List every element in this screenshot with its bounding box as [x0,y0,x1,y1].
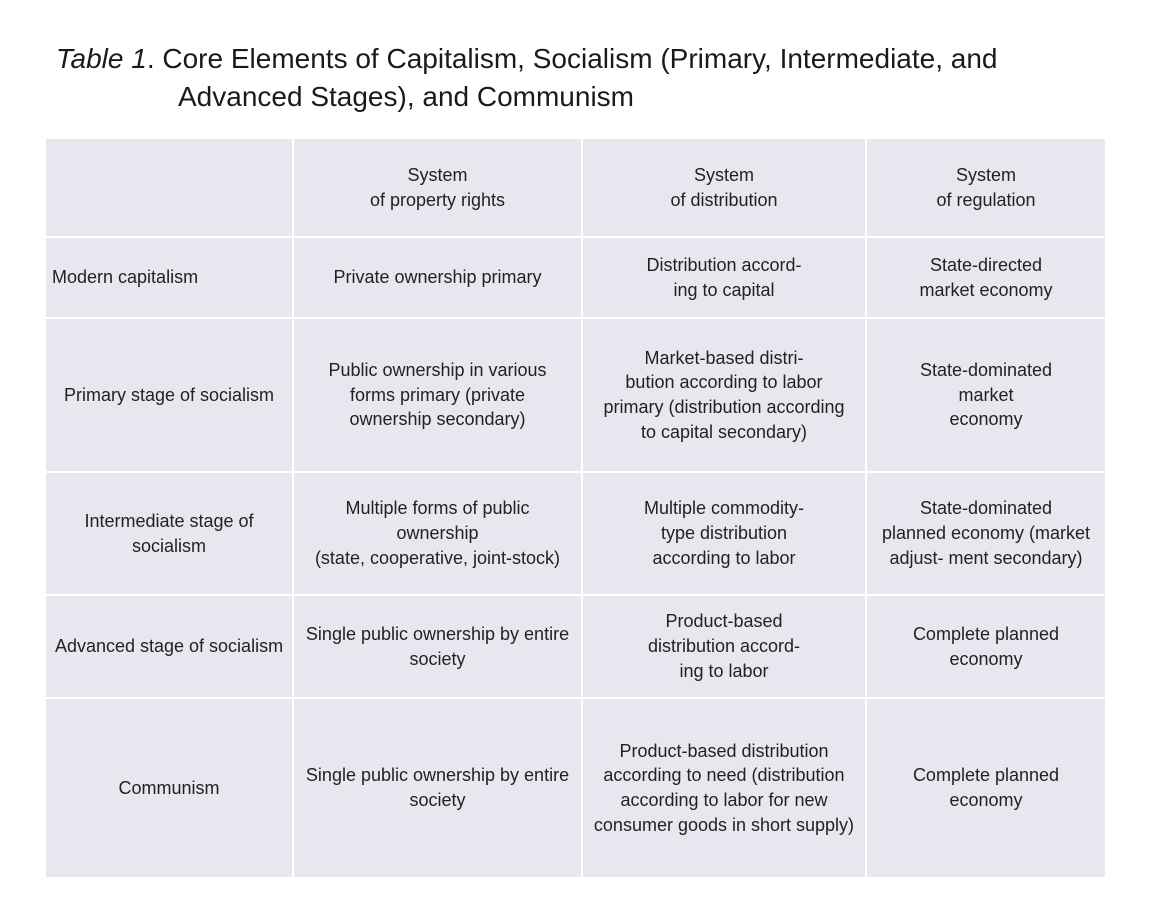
table-cell: Single public ownership by entire society [293,698,582,878]
row-label: Advanced stage of socialism [45,595,293,698]
table-row [45,595,1106,698]
header-cell-property-rights: System of property rights [293,138,582,237]
table-cell: Public ownership in various forms primary (private ownership secondary) [293,318,582,472]
row-label: Modern capitalism [45,237,293,318]
header-cell-empty [45,138,293,237]
table-row [45,318,1106,472]
table-cell: Product-based distribution accord- ing to labor [582,595,866,698]
table-title [56,40,1116,116]
table-cell: Market-based distri- bution according to labor primary (distribution according to capital secondary) [582,318,866,472]
row-label: Communism [45,698,293,878]
table-cell: Multiple commodity- type distribution according to labor [582,472,866,595]
table-cell: Complete planned economy [866,595,1106,698]
table-title-line2: Advanced Stages), and Communism [178,81,634,112]
table-title-line1: . Core Elements of Capitalism, Socialism (Primary, Intermediate, and [146,43,998,74]
table-cell: Single public ownership by entire society [293,595,582,698]
core-elements-table [44,137,1107,879]
table-row [45,237,1106,318]
row-label: Primary stage of socialism [45,318,293,472]
header-row [45,138,1106,237]
table-cell: State-dominated planned economy (market adjust- ment secondary) [866,472,1106,595]
table-cell: State-dominated market economy [866,318,1106,472]
table-row [45,472,1106,595]
row-label: Intermediate stage of socialism [45,472,293,595]
table-cell: Multiple forms of public ownership (state, cooperative, joint-stock) [293,472,582,595]
table-cell: Product-based distribution according to need (distribution according to labor for new consumer goods in short supply) [582,698,866,878]
table-cell: State-directed market economy [866,237,1106,318]
header-cell-distribution: System of distribution [582,138,866,237]
table-cell: Complete planned economy [866,698,1106,878]
table-cell: Distribution accord- ing to capital [582,237,866,318]
table-cell: Private ownership primary [293,237,582,318]
table-row [45,698,1106,878]
table-title-label: Table 1 [56,43,147,74]
header-cell-regulation: System of regulation [866,138,1106,237]
